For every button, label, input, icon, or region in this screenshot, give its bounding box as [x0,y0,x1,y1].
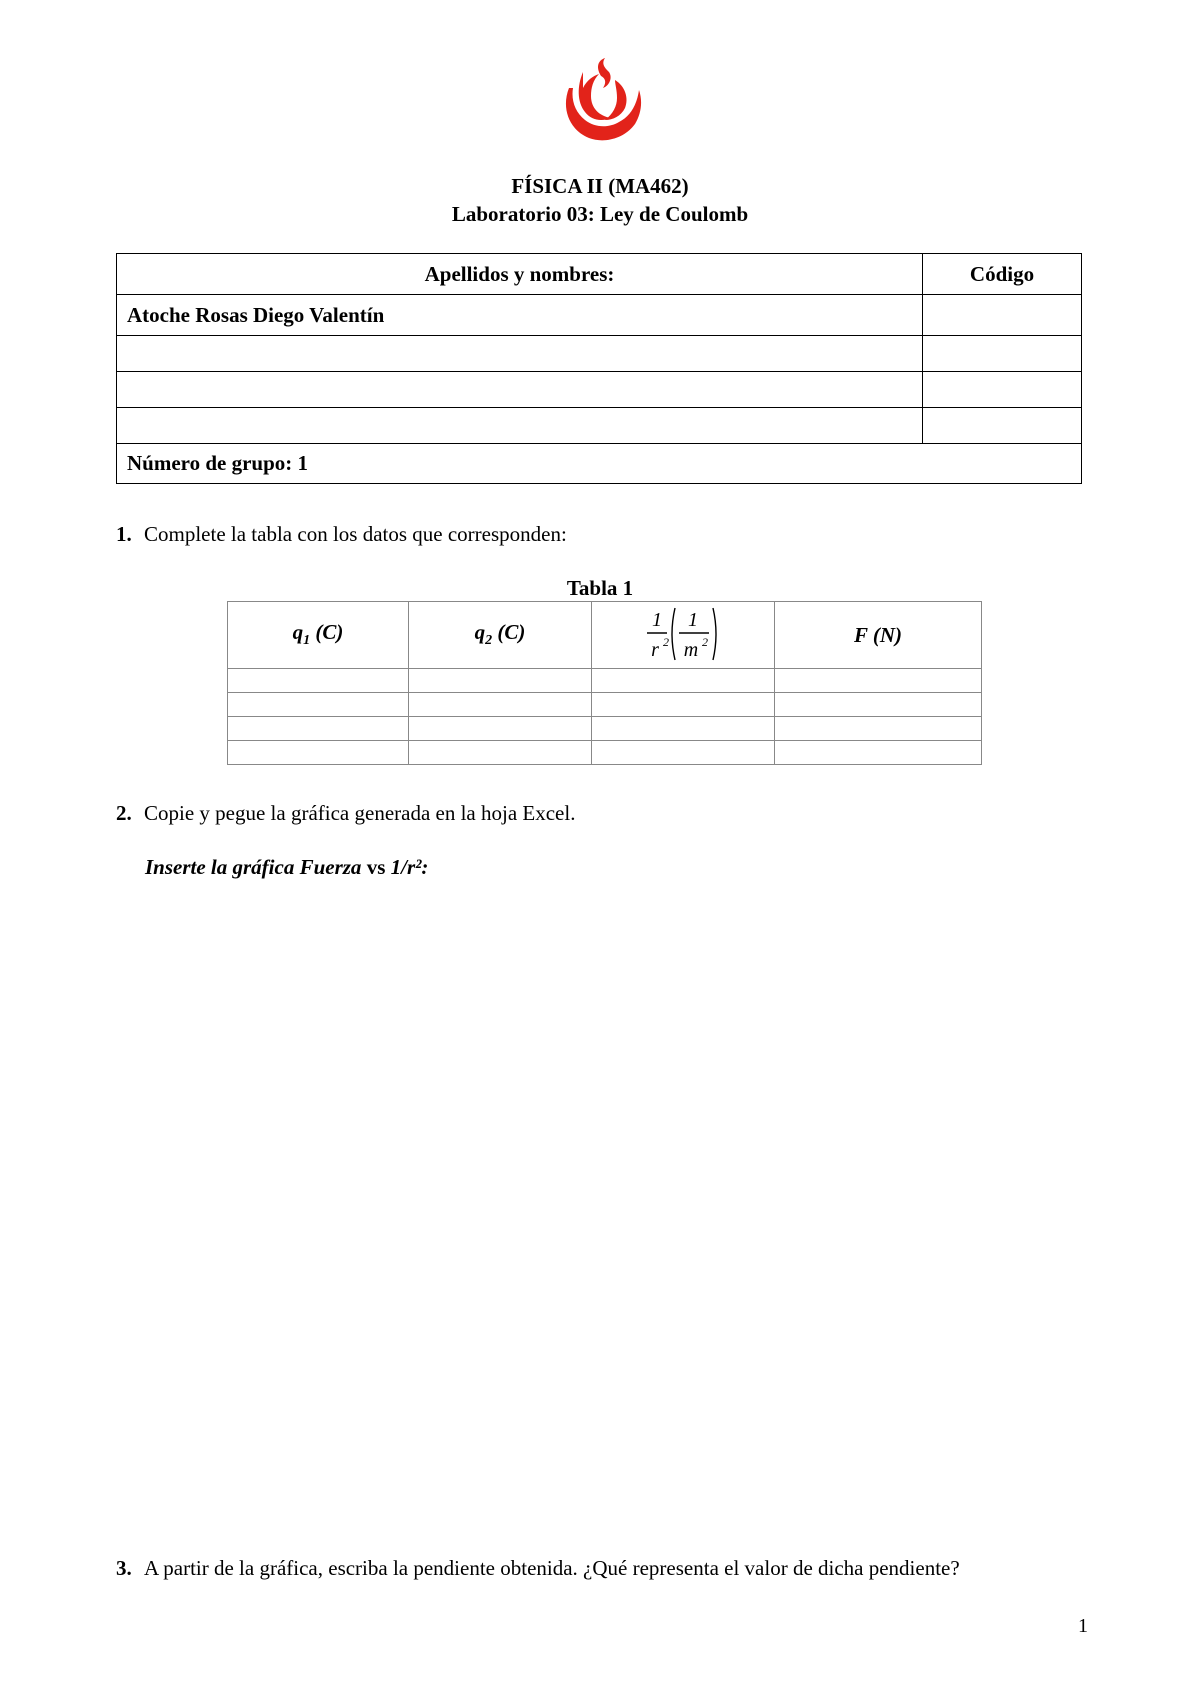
question-3 [116,1554,960,1582]
svg-text:1: 1 [688,609,698,631]
question-2 [116,799,575,827]
table-row [117,408,1082,444]
data-cell [775,741,982,765]
inverse-r-squared-formula [643,604,723,666]
data-cell [228,693,409,717]
question-number: 2. [116,801,132,825]
student-name [117,336,923,372]
table-header-row [117,254,1082,295]
data-cell [228,741,409,765]
data-cell [409,693,592,717]
course-title: FÍSICA II (MA462) [511,174,689,198]
student-name [117,408,923,444]
svg-text:r: r [651,639,659,661]
data-cell [775,669,982,693]
data-cell [409,741,592,765]
data-cell [228,717,409,741]
group-number: Número de grupo: 1 [117,444,1082,484]
university-logo-icon [555,58,647,142]
svg-text:2: 2 [663,635,669,649]
data-cell [592,717,775,741]
data-cell [409,669,592,693]
data-cell [409,717,592,741]
table-row [228,669,982,693]
question-number: 3. [116,1556,132,1580]
data-cell [592,693,775,717]
students-table [116,253,1082,484]
question-text: Complete la tabla con los datos que corresponden: [144,522,567,546]
data-cell [775,717,982,741]
table-row [228,693,982,717]
table-caption: Tabla 1 [566,576,634,600]
inverse-r-squared-header [592,602,775,669]
svg-text:1: 1 [652,609,662,631]
table-row [228,717,982,741]
page-number: 1 [1078,1615,1088,1637]
question-text: Copie y pegue la gráfica generada en la hoja Excel. [144,801,576,825]
question-1 [116,520,567,548]
student-code [923,372,1082,408]
group-row [117,444,1082,484]
student-name [117,372,923,408]
lab-title: Laboratorio 03: Ley de Coulomb [451,202,749,226]
svg-text:m: m [683,639,699,661]
table-row [228,741,982,765]
data-table-header-row [228,602,982,669]
svg-text:2: 2 [702,635,708,649]
q1-header: $q_1$ (C) [228,602,409,669]
table-row [117,372,1082,408]
data-cell [775,693,982,717]
data-table [227,601,982,765]
name-header: Apellidos y nombres: [117,254,923,295]
code-header: Código [923,254,1082,295]
student-code [923,295,1082,336]
data-cell [228,669,409,693]
student-code [923,408,1082,444]
data-cell [592,741,775,765]
table-row [117,295,1082,336]
student-name: Atoche Rosas Diego Valentín [117,295,923,336]
table-row [117,336,1082,372]
question-text: A partir de la gráfica, escriba la pendiente obtenida. ¿Qué representa el valor de dicha pendiente? [144,1556,960,1580]
student-code [923,336,1082,372]
graph-instruction: Inserte la gráfica Fuerza vs 1/r²: [145,855,429,879]
q2-header: $q_2$ (C) [409,602,592,669]
force-header: F (N) [775,602,982,669]
data-cell [592,669,775,693]
question-number: 1. [116,522,132,546]
